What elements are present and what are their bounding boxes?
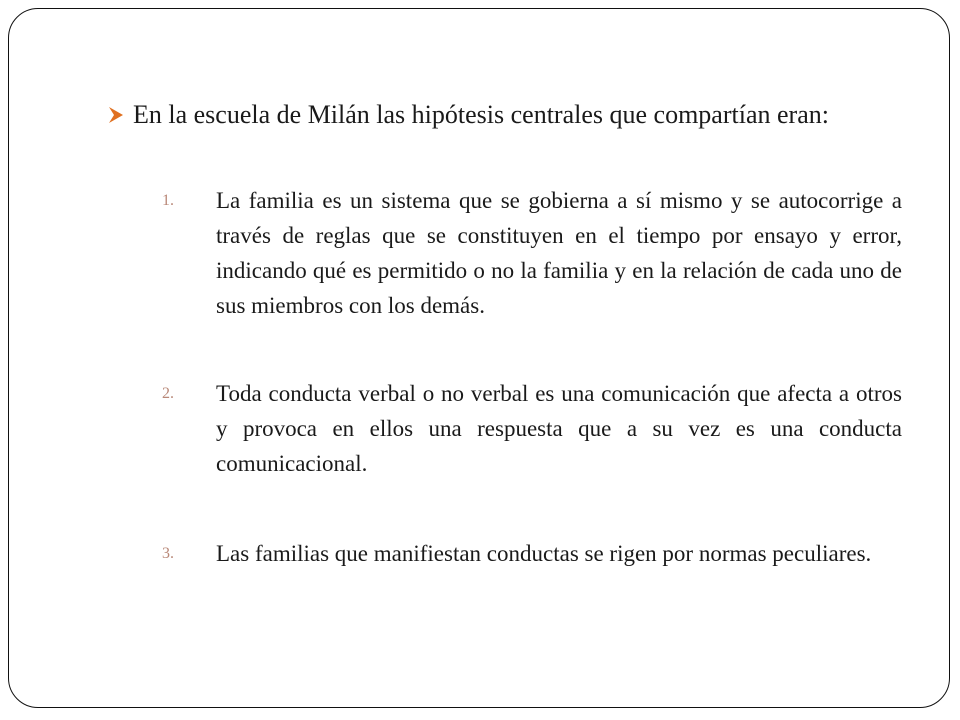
- list-item: [162, 183, 902, 323]
- list-item: [162, 376, 902, 481]
- main-bullet: [107, 96, 909, 134]
- slide-heading: En la escuela de Milán las hipótesis centrales que compartían eran:: [133, 100, 829, 129]
- list-item-text: Las familias que manifiestan conductas se rigen por normas peculiares.: [216, 541, 872, 566]
- list-item-text: Toda conducta verbal o no verbal es una comunicación que afecta a otros y provoca en ellos una respuesta que a su vez es una conducta comunicacional.: [216, 381, 902, 476]
- list-item-number: 1.: [162, 192, 174, 209]
- arrow-right-icon: [107, 106, 133, 129]
- list-item-number: 3.: [162, 545, 174, 562]
- list-item-number: 2.: [162, 385, 174, 402]
- list-item: [162, 536, 902, 571]
- list-item-text: La familia es un sistema que se gobierna a sí mismo y se autocorrige a través de reglas que se constituyen en el tiempo por ensayo y error, indicando qué es permitido o no la familia y en la relación de cada uno de sus miembros con los demás.: [216, 188, 902, 318]
